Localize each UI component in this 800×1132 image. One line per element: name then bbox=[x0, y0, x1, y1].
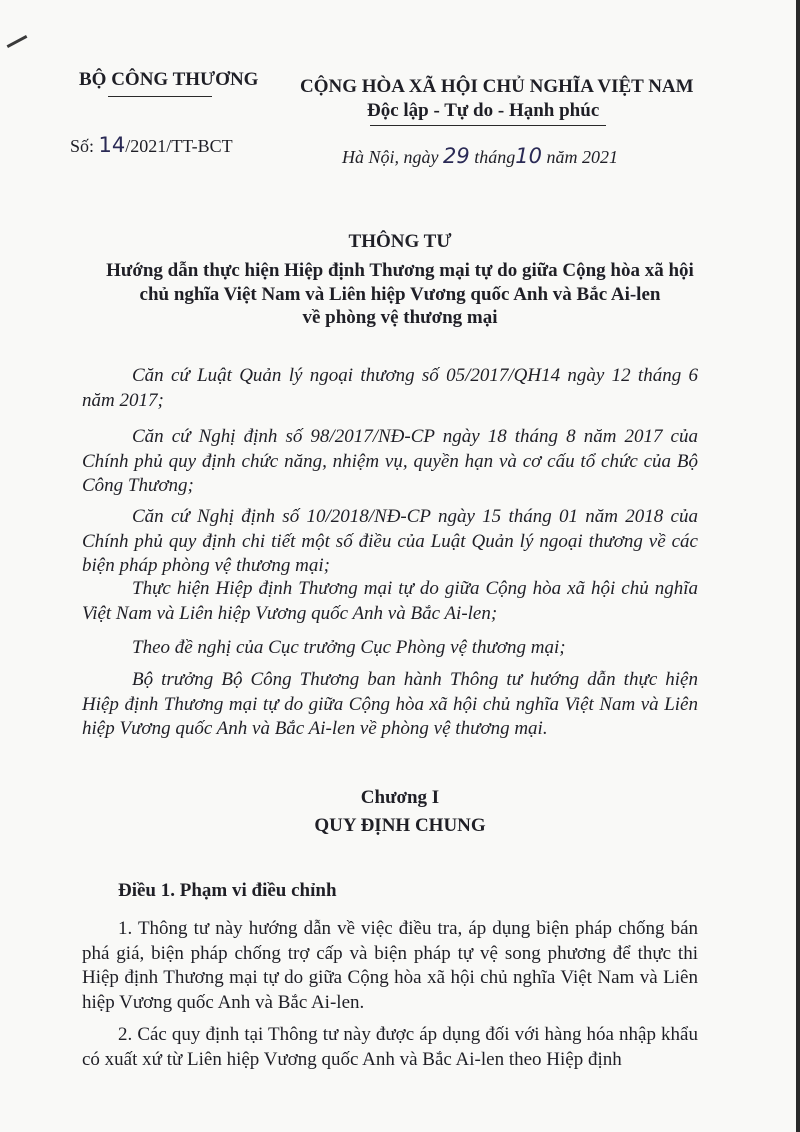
month-label: tháng bbox=[474, 147, 516, 167]
legal-basis-paragraph: Bộ trưởng Bộ Công Thương ban hành Thông tư hướng dẫn thực hiện Hiệp định Thương mại tự do giữa Cộng hòa xã hội chủ nghĩa Việt Nam và Liên hiệp Vương quốc Anh và Bắc Ai-len về phòng vệ thương mại. bbox=[82, 669, 698, 739]
ministry-underline bbox=[108, 96, 212, 97]
month-handwritten: 10 bbox=[515, 144, 542, 168]
ministry-name: BỘ CÔNG THƯƠNG bbox=[79, 69, 259, 90]
national-motto: Độc lập - Tự do - Hạnh phúc bbox=[367, 100, 600, 121]
article-clause: 1. Thông tư này hướng dẫn về việc điều tra, áp dụng biện pháp chống bán phá giá, biện pháp chống trợ cấp và biện pháp tự vệ song phương để thực thi Hiệp định Thương mại tự do giữa Cộng hòa xã hội chủ nghĩa Việt Nam và Liên hiệp Vương quốc Anh và Bắc Ai-len. bbox=[82, 918, 698, 1013]
article-clause: 2. Các quy định tại Thông tư này được áp dụng đối với hàng hóa nhập khẩu có xuất xứ từ Liên hiệp Vương quốc Anh và Bắc Ai-len theo Hiệp định bbox=[82, 1024, 698, 1070]
motto-underline bbox=[370, 125, 606, 126]
day-handwritten: 29 bbox=[443, 144, 470, 168]
doc-number-handwritten: 14 bbox=[98, 133, 126, 157]
legal-basis-paragraph: Căn cứ Nghị định số 10/2018/NĐ-CP ngày 15 tháng 01 năm 2018 của Chính phủ quy định chi tiết một số điều của Luật Quản lý ngoại thương về các biện pháp phòng vệ thương mại; bbox=[82, 506, 698, 576]
legal-basis-paragraph: Căn cứ Luật Quản lý ngoại thương số 05/2017/QH14 ngày 12 tháng 6 năm 2017; bbox=[82, 365, 698, 411]
scan-edge bbox=[796, 0, 800, 1132]
chapter-title: QUY ĐỊNH CHUNG bbox=[314, 815, 486, 836]
document-title-line: chủ nghĩa Việt Nam và Liên hiệp Vương quốc Anh và Bắc Ai-len bbox=[139, 284, 661, 305]
legal-basis-paragraph: Theo đề nghị của Cục trưởng Cục Phòng vệ thương mại; bbox=[132, 637, 566, 658]
legal-basis-paragraph: Thực hiện Hiệp định Thương mại tự do giữa Cộng hòa xã hội chủ nghĩa Việt Nam và Liên hiệp Vương quốc Anh và Bắc Ai-len; bbox=[82, 578, 698, 624]
year-text: năm 2021 bbox=[546, 147, 618, 167]
legal-basis-paragraph: Căn cứ Nghị định số 98/2017/NĐ-CP ngày 18 tháng 8 năm 2017 của Chính phủ quy định chức năng, nhiệm vụ, quyền hạn và cơ cấu tổ chức của Bộ Công Thương; bbox=[82, 426, 698, 496]
document-title-line: Hướng dẫn thực hiện Hiệp định Thương mại tự do giữa Cộng hòa xã hội bbox=[106, 260, 694, 281]
document-type: THÔNG TƯ bbox=[348, 231, 452, 252]
place-date-prefix: Hà Nội, ngày bbox=[342, 147, 439, 167]
scan-mark bbox=[7, 35, 28, 48]
chapter-label: Chương I bbox=[360, 787, 440, 808]
doc-number-prefix: Số: bbox=[70, 136, 95, 156]
place-date bbox=[342, 144, 618, 168]
national-title: CỘNG HÒA XÃ HỘI CHỦ NGHĨA VIỆT NAM bbox=[300, 76, 694, 97]
document-title-line: về phòng vệ thương mại bbox=[302, 307, 498, 328]
document-number bbox=[70, 133, 233, 157]
doc-number-suffix: /2021/TT-BCT bbox=[125, 136, 233, 156]
article-heading: Điều 1. Phạm vi điều chỉnh bbox=[118, 880, 337, 901]
